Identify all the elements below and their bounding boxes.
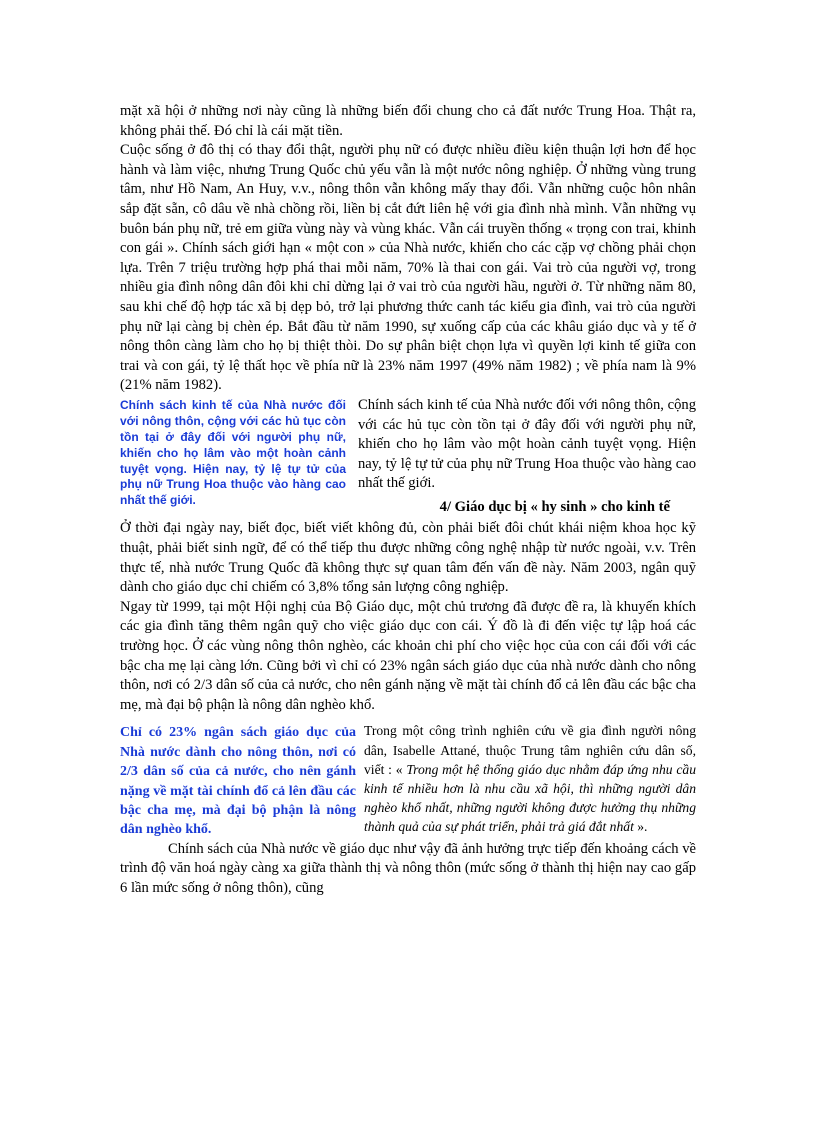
pullquote-section-1 <box>120 396 696 520</box>
pullquote-2: Chỉ có 23% ngân sách giáo dục của Nhà nước dành cho nông thôn, nơi có 2/3 dân số của cả nước, cho nên gánh nặng về mặt tài chính đổ cả lên đầu các bậc cha mẹ, mà đại bộ phận là nông dân nghèo khổ. <box>120 725 356 838</box>
citation-quote: Trong một hệ thống giáo dục nhằm đáp ứng nhu cầu kinh tế nhiều hơn là nhu cầu xã hội, thì những người dân nghèo khổ nhất, những người không được hưởng thụ những thành quả của sự phát triển, phải trả giá đắt nhất <box>364 761 696 835</box>
intro-paragraph-2: Cuộc sống ở đô thị có thay đổi thật, người phụ nữ có được nhiều điều kiện thuận lợi hơn để học hành và làm việc, nhưng Trung Quốc chủ yếu vẫn là một nước nông nghiệp. Ở những vùng trung tâm, như Hồ Nam, An Huy, v.v., nông thôn vẫn không mấy thay đổi. Vẫn những cuộc hôn nhân sắp đặt sẵn, cô dâu về nhà chồng rồi, liền bị cắt đứt liên hệ với gia đình nhà mình. Vẫn những vụ buôn bán phụ nữ, trẻ em giữa vùng này và vùng khác. Vẫn cái truyền thống « trọng con trai, khinh con gái ». Chính sách giới hạn « một con » của Nhà nước, khiến cho các cặp vợ chồng phải chọn lựa. Trên 7 triệu trường hợp phá thai mỗi năm, 70% là thai con gái. Vai trò của người vợ, trong nhiều gia đình nông dân đôi khi chỉ dừng lại ở vai trò của người hầu, người ở. Từ những năm 80, sau khi chế độ hợp tác xã bị dẹp bỏ, trở lại phương thức canh tác kiểu gia đình, vai trò của người phụ nữ lại càng bị chèn ép. Bắt đầu từ năm 1990, sự xuống cấp của các khâu giáo dục và y tế ở nông thôn càng làm cho họ bị thiệt thòi. Do sự phân biệt chọn lựa vì quyền lợi kinh tế giữa con trai và con gái, tỷ lệ thất học về phía nữ là 23% năm 1997 (49% năm 1982) ; về phía nam là 9% (21% năm 1982). <box>120 142 696 394</box>
document-page <box>120 102 696 899</box>
side-paragraph-2 <box>364 721 696 836</box>
education-paragraph-2: Ngay từ 1999, tại một Hội nghị của Bộ Giáo dục, một chủ trương đã được đề ra, là khuyến khích các gia đình tăng thêm ngân quỹ cho việc giáo dục con cái. Ý đồ là đi đến việc tự lập hoá các trường học. Ở các vùng nông thôn nghèo, các khoản chi phí cho việc học của con cái đối với các bậc cha mẹ lại càng lớn. Cũng bởi vì chỉ có 23% ngân sách giáo dục của nhà nước dành cho nông thôn, nơi có 2/3 dân số của cả nước, cho nên gánh nặng về mặt tài chính đổ cả lên đầu các bậc cha mẹ, mà đại bộ phận là nông dân nghèo khổ. <box>120 598 696 713</box>
pullquote-section-2 <box>120 721 696 839</box>
citation-intro: Trong một công trình nghiên cứu về gia đình người nông dân, Isabelle Attané, thuộc Trung tâm nghiên cứu dân số, viết : « <box>364 723 696 777</box>
pullquote-1: Chính sách kinh tế của Nhà nước đối với nông thôn, cộng với các hủ tục còn tồn tại ở đây đối với người phụ nữ, khiến cho họ lâm vào một hoàn cảnh tuyệt vọng. Hiện nay, tỷ lệ tự tử của phụ nữ Trung Hoa thuộc vào hàng cao nhất thế giới. <box>120 397 346 508</box>
side-paragraph-1: Chính sách kinh tế của Nhà nước đối với nông thôn, cộng với các hủ tục còn tồn tại ở đây đối với người phụ nữ, khiến cho họ lâm vào một hoàn cảnh tuyệt vọng. Hiện nay, tỷ lệ tự tử của phụ nữ Trung Hoa thuộc vào hàng cao nhất thế giới. <box>358 396 696 492</box>
section-heading: 4/ Giáo dục bị « hy sinh » cho kinh tế <box>439 498 670 515</box>
closing-paragraph: Chính sách của Nhà nước về giáo dục như vậy đã ảnh hưởng trực tiếp đến khoảng cách về trình độ văn hoá ngày càng xa giữa thành thị và nông thôn (mức sống ở thành thị hiện nay cao gấp 6 lần mức sống ở nông thôn), cũng <box>120 840 696 897</box>
education-paragraph-1: Ở thời đại ngày nay, biết đọc, biết viết không đủ, còn phải biết đôi chút khái niệm khoa học kỹ thuật, phải biết sinh ngữ, để có thể tiếp thu được những công nghệ nhập từ nước ngoài, v.v. Trên thực tế, nhà nước Trung Quốc đã không thực sự quan tâm đến vấn đề này. Năm 2003, ngân quỹ dành cho giáo dục chỉ chiếm có 3,8% tổng sản lượng công nghiệp. <box>120 520 696 596</box>
citation-end: ». <box>633 819 648 835</box>
intro-paragraph-1: mặt xã hội ở những nơi này cũng là những biến đổi chung cho cả đất nước Trung Hoa. Thật ra, không phải thế. Đó chỉ là cái mặt tiền. <box>120 103 696 139</box>
